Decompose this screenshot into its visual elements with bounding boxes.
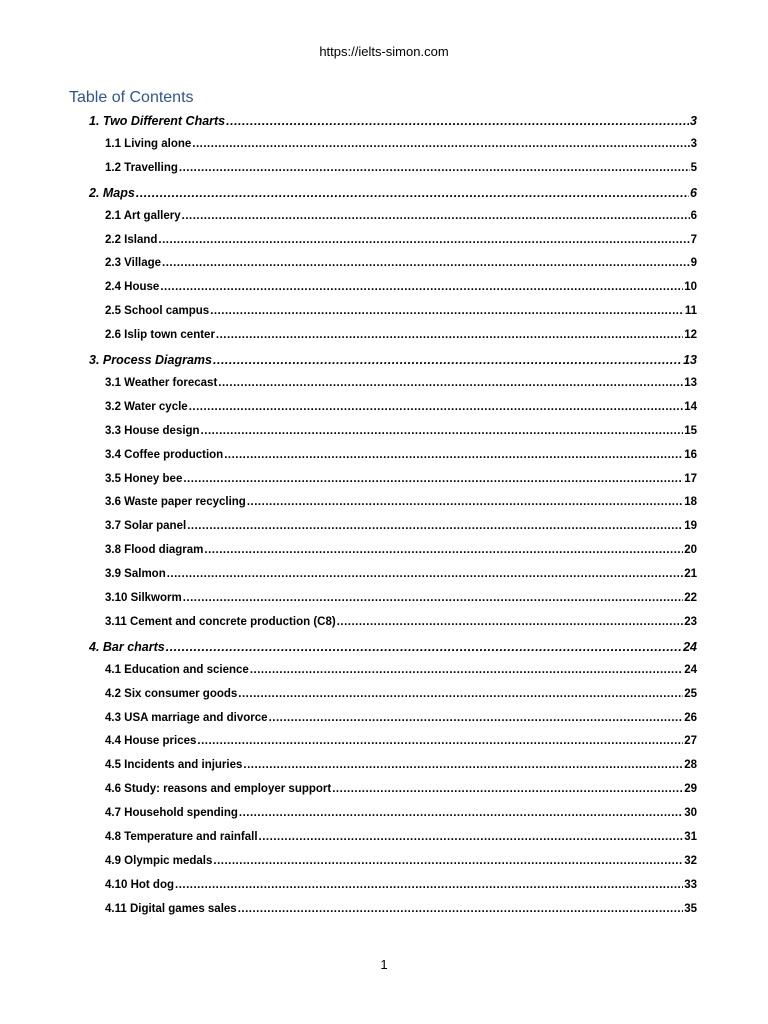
toc-entry-page: 13 bbox=[683, 353, 697, 367]
toc-subsection-entry[interactable] bbox=[105, 664, 697, 682]
toc-subsection-entry[interactable] bbox=[105, 138, 697, 156]
toc-dot-leader bbox=[259, 831, 684, 843]
toc-entry-page: 30 bbox=[684, 807, 697, 820]
toc-dot-leader bbox=[158, 234, 689, 246]
toc-entry-label: 4.7 Household spending bbox=[105, 807, 238, 820]
toc-entry-page: 33 bbox=[684, 878, 697, 891]
toc-entry-page: 21 bbox=[684, 568, 697, 581]
toc-dot-leader bbox=[182, 210, 690, 222]
toc-entry-page: 9 bbox=[690, 257, 697, 270]
toc-dot-leader bbox=[162, 257, 690, 269]
toc-entry-label: 3.7 Solar panel bbox=[105, 520, 187, 533]
toc-dot-leader bbox=[197, 735, 683, 747]
header-url[interactable]: https://ielts-simon.com bbox=[319, 44, 449, 59]
toc-subsection-entry[interactable] bbox=[105, 305, 697, 323]
toc-subsection-entry[interactable] bbox=[105, 377, 697, 395]
toc-entry-page: 12 bbox=[684, 329, 697, 342]
toc-entry-label: 4.4 House prices bbox=[105, 735, 197, 748]
toc-entry-page: 11 bbox=[684, 305, 697, 318]
toc-subsection-entry[interactable] bbox=[105, 735, 697, 753]
toc-entry-label: 1.2 Travelling bbox=[105, 161, 178, 174]
toc-entry-label: 3.3 House design bbox=[105, 424, 200, 437]
toc-entry-page: 29 bbox=[684, 783, 697, 796]
footer-page-number: 1 bbox=[380, 957, 388, 972]
toc-entry-label: 4.10 Hot dog bbox=[105, 878, 175, 891]
toc-entry-label: 3.8 Flood diagram bbox=[105, 544, 204, 557]
toc-subsection-entry[interactable] bbox=[105, 759, 697, 777]
toc-subsection-entry[interactable] bbox=[105, 162, 697, 180]
toc-subsection-entry[interactable] bbox=[105, 807, 697, 825]
toc-entry-label: 3.6 Waste paper recycling bbox=[105, 496, 246, 509]
toc-dot-leader bbox=[201, 425, 684, 437]
toc-dot-leader bbox=[175, 879, 683, 891]
toc-section-entry[interactable] bbox=[89, 114, 697, 132]
toc-subsection-entry[interactable] bbox=[105, 210, 697, 228]
toc-subsection-entry[interactable] bbox=[105, 473, 697, 491]
toc-entry-page: 19 bbox=[684, 520, 697, 533]
toc-dot-leader bbox=[204, 544, 683, 556]
toc-dot-leader bbox=[183, 592, 683, 604]
toc-subsection-entry[interactable] bbox=[105, 783, 697, 801]
toc-subsection-entry[interactable] bbox=[105, 616, 697, 634]
toc-subsection-entry[interactable] bbox=[105, 855, 697, 873]
toc-dot-leader bbox=[179, 162, 690, 174]
toc-dot-leader bbox=[136, 186, 689, 200]
toc-dot-leader bbox=[226, 114, 689, 128]
toc-entry-page: 14 bbox=[684, 400, 697, 413]
toc-entry-page: 5 bbox=[690, 161, 697, 174]
toc-dot-leader bbox=[189, 401, 684, 413]
toc-dot-leader bbox=[250, 664, 683, 676]
toc-subsection-entry[interactable] bbox=[105, 831, 697, 849]
toc-entry-label: 3.2 Water cycle bbox=[105, 400, 188, 413]
toc-entry-label: 2. Maps bbox=[89, 185, 135, 200]
toc-entry-page: 26 bbox=[684, 711, 697, 724]
toc-entry-page: 35 bbox=[684, 902, 697, 915]
toc-dot-leader bbox=[224, 449, 683, 461]
toc-subsection-entry[interactable] bbox=[105, 329, 697, 347]
toc-entry-page: 24 bbox=[683, 639, 697, 654]
toc-dot-leader bbox=[239, 807, 683, 819]
toc-entry-label: 4.1 Education and science bbox=[105, 663, 249, 676]
toc-dot-leader bbox=[167, 568, 683, 580]
toc-dot-leader bbox=[213, 855, 683, 867]
toc-dot-leader bbox=[183, 473, 683, 485]
toc-entry-label: 4.11 Digital games sales bbox=[105, 902, 237, 915]
toc-subsection-entry[interactable] bbox=[105, 401, 697, 419]
toc-entry-label: 3.5 Honey bee bbox=[105, 472, 183, 485]
toc-subsection-entry[interactable] bbox=[105, 903, 697, 921]
toc-entry-page: 18 bbox=[684, 496, 697, 509]
toc-entry-page: 17 bbox=[684, 472, 697, 485]
toc-entry-page: 32 bbox=[684, 854, 697, 867]
toc-dot-leader bbox=[187, 520, 683, 532]
toc-subsection-entry[interactable] bbox=[105, 688, 697, 706]
toc-entry-page: 10 bbox=[684, 281, 697, 294]
toc-entry-label: 3.10 Silkworm bbox=[105, 592, 182, 604]
toc-entry-label: 2.1 Art gallery bbox=[105, 209, 181, 222]
toc-entry-page: 31 bbox=[684, 831, 697, 843]
toc-subsection-entry[interactable] bbox=[105, 520, 697, 538]
toc-entry-page: 28 bbox=[684, 759, 697, 772]
toc-dot-leader bbox=[192, 138, 689, 150]
toc-subsection-entry[interactable] bbox=[105, 425, 697, 443]
toc-subsection-entry[interactable] bbox=[105, 592, 697, 610]
toc-entry-page: 7 bbox=[690, 233, 697, 246]
toc-subsection-entry[interactable] bbox=[105, 496, 697, 514]
toc-entry-page: 3 bbox=[690, 137, 697, 150]
toc-subsection-entry[interactable] bbox=[105, 234, 697, 252]
toc-entry-page: 3 bbox=[690, 114, 697, 128]
toc-section-entry[interactable] bbox=[89, 186, 697, 204]
toc-entry-page: 25 bbox=[684, 687, 697, 700]
toc-subsection-entry[interactable] bbox=[105, 712, 697, 730]
toc-dot-leader bbox=[247, 496, 683, 508]
toc-entry-label: 2.5 School campus bbox=[105, 305, 210, 318]
toc-entry-page: 27 bbox=[684, 735, 697, 748]
toc-title: Table of Contents bbox=[69, 89, 194, 106]
toc-dot-leader bbox=[210, 305, 684, 317]
toc-dot-leader bbox=[166, 640, 682, 654]
toc-entry-label: 2.6 Islip town center bbox=[105, 329, 215, 342]
toc-entry-label: 3.9 Salmon bbox=[105, 568, 166, 581]
toc-entry-label: 4.5 Incidents and injuries bbox=[105, 759, 243, 772]
toc-dot-leader bbox=[332, 783, 683, 795]
toc-entry-label: 2.4 House bbox=[105, 281, 160, 294]
toc-subsection-entry[interactable] bbox=[105, 544, 697, 562]
toc-entry-label: 4. Bar charts bbox=[89, 639, 165, 654]
toc-entry-page: 23 bbox=[684, 615, 697, 628]
toc-subsection-entry[interactable] bbox=[105, 449, 697, 467]
toc-entry-label: 4.9 Olympic medals bbox=[105, 854, 213, 867]
toc-entry-page: 15 bbox=[684, 424, 697, 437]
toc-dot-leader bbox=[216, 329, 683, 341]
toc-subsection-entry[interactable] bbox=[105, 257, 697, 275]
toc-entry-label: 1.1 Living alone bbox=[105, 137, 192, 150]
toc-dot-leader bbox=[337, 616, 684, 628]
toc-entry-label: 2.2 Island bbox=[105, 233, 158, 246]
toc-entry-page: 6 bbox=[690, 185, 697, 200]
toc-dot-leader bbox=[269, 712, 684, 724]
toc-entry-label: 4.6 Study: reasons and employer support bbox=[105, 783, 332, 796]
toc-dot-leader bbox=[243, 759, 683, 771]
toc-entry-page: 20 bbox=[684, 544, 697, 557]
toc-entry-page: 16 bbox=[684, 448, 697, 461]
toc-dot-leader bbox=[218, 377, 683, 389]
toc-subsection-entry[interactable] bbox=[105, 568, 697, 586]
toc-entry-label: 3.4 Coffee production bbox=[105, 448, 224, 461]
toc-subsection-entry[interactable] bbox=[105, 879, 697, 897]
toc-section-entry[interactable] bbox=[89, 353, 697, 371]
toc-entry-label: 4.8 Temperature and rainfall bbox=[105, 831, 258, 843]
toc-dot-leader bbox=[160, 281, 683, 293]
toc-dot-leader bbox=[238, 903, 684, 915]
toc-entry-label: 1. Two Different Charts bbox=[89, 114, 226, 128]
toc-entry-label: 4.3 USA marriage and divorce bbox=[105, 711, 268, 724]
toc-dot-leader bbox=[238, 688, 683, 700]
toc-entry-page: 24 bbox=[684, 663, 697, 676]
toc-entry-label: 3.11 Cement and concrete production (C8) bbox=[105, 615, 336, 628]
toc-entry-page: 13 bbox=[684, 376, 697, 389]
toc-entry-label: 4.2 Six consumer goods bbox=[105, 687, 238, 700]
toc-section-entry[interactable] bbox=[89, 640, 697, 658]
toc-entry-label: 3.1 Weather forecast bbox=[105, 376, 218, 389]
toc-entry-label: 2.3 Village bbox=[105, 257, 162, 270]
toc-entry-page: 6 bbox=[690, 209, 697, 222]
toc-entry-page: 22 bbox=[684, 592, 697, 604]
toc-entry-label: 3. Process Diagrams bbox=[89, 353, 212, 367]
toc-dot-leader bbox=[213, 353, 682, 367]
toc-subsection-entry[interactable] bbox=[105, 281, 697, 299]
